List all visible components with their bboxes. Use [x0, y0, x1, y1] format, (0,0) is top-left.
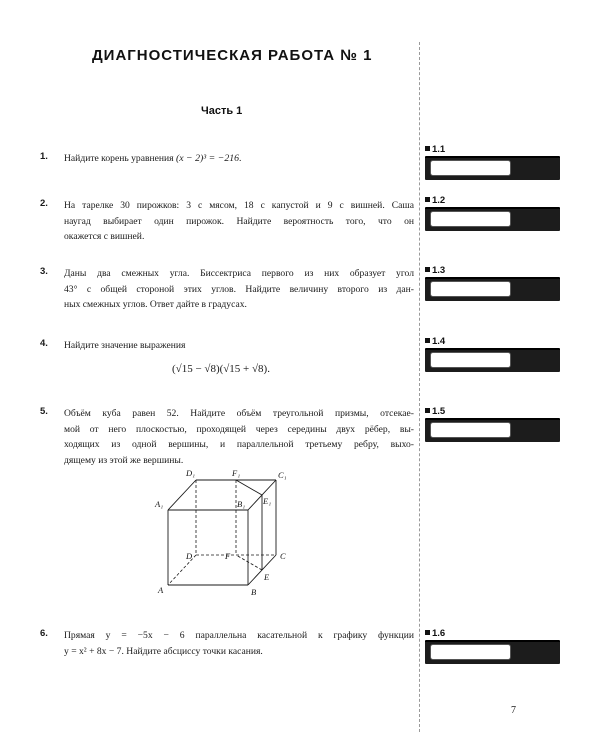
task-text — [64, 628, 414, 659]
answer-bar — [425, 348, 560, 372]
task-line: окажется с вишней. — [64, 231, 145, 242]
square-marker-icon — [425, 338, 430, 343]
task-line: ных смежных углов. Ответ дайте в градусах. — [64, 299, 247, 310]
answer-label: 1.5 — [425, 406, 560, 417]
answer-box-1-4 — [425, 336, 560, 372]
answer-bar — [425, 640, 560, 664]
answer-input[interactable] — [430, 644, 511, 660]
task-text — [64, 151, 414, 167]
task-formula: (√15 − √8)(√15 + √8). — [172, 362, 270, 375]
answer-column-divider — [419, 42, 420, 732]
task-number: 1. — [40, 151, 48, 162]
task-line: На тарелке 30 пирожков: 3 с мясом, 18 с капустой и 9 с вишней. Саша — [64, 200, 414, 211]
task-formula: (x − 2)³ = −216 — [175, 153, 240, 164]
answer-label: 1.2 — [425, 195, 560, 206]
formula-tail: . — [239, 153, 242, 164]
answer-bar — [425, 207, 560, 231]
task-text — [64, 406, 414, 468]
task-number: 3. — [40, 266, 48, 277]
answer-bar — [425, 418, 560, 442]
label-E: E — [264, 572, 270, 582]
task-line: Найдите значение выражения — [64, 340, 186, 351]
label-C1: C₁ — [278, 470, 287, 480]
task-text — [64, 198, 414, 245]
answer-label: 1.1 — [425, 144, 560, 155]
answer-input[interactable] — [430, 160, 511, 176]
answer-bar — [425, 156, 560, 180]
answer-box-1-2 — [425, 195, 560, 231]
task-line: дящему из этой же вершины. — [64, 454, 184, 466]
answer-bar — [425, 277, 560, 301]
label-E1: E₁ — [263, 496, 272, 506]
answer-box-1-6 — [425, 628, 560, 664]
square-marker-icon — [425, 146, 430, 151]
task-line: наугад выбирает один пирожок. Найдите вероятность того, что он — [64, 215, 414, 227]
answer-input[interactable] — [430, 281, 511, 297]
label-D: D — [186, 551, 193, 561]
task-line: Найдите корень уравнения — [64, 153, 176, 164]
square-marker-icon — [425, 630, 430, 635]
task-number: 2. — [40, 198, 48, 209]
answer-box-1-1 — [425, 144, 560, 180]
label-A1: A₁ — [155, 499, 164, 509]
page-number: 7 — [511, 705, 516, 716]
task-line: Объём куба равен 52. Найдите объём треугольной призмы, отсекае- — [64, 408, 414, 419]
answer-box-1-3 — [425, 265, 560, 301]
square-marker-icon — [425, 267, 430, 272]
task-line: мой от него плоскостью, проходящей через середины двух рёбер, вы- — [64, 423, 414, 435]
page-title: ДИАГНОСТИЧЕСКАЯ РАБОТА № 1 — [92, 47, 373, 64]
label-F: F — [225, 551, 231, 561]
task-line: y = x² + 8x − 7. Найдите абсциссу точки касания. — [64, 645, 263, 657]
task-text — [64, 338, 414, 377]
task-line: 43° с общей стороной этих углов. Найдите величину второго из дан- — [64, 283, 414, 295]
task-line: Даны два смежных угла. Биссектриса первого из них образует угол — [64, 268, 414, 279]
answer-box-1-5 — [425, 406, 560, 442]
task-line: Прямая y = −5x − 6 параллельна касательной к графику функции — [64, 630, 414, 641]
label-B1: B₁ — [237, 499, 246, 509]
part-heading: Часть 1 — [201, 105, 243, 117]
cube-diagram — [148, 465, 308, 600]
label-C: C — [280, 551, 286, 561]
section-edge — [236, 480, 262, 495]
answer-label: 1.3 — [425, 265, 560, 276]
task-text — [64, 266, 414, 313]
answer-input[interactable] — [430, 422, 511, 438]
task-number: 5. — [40, 406, 48, 417]
task-number: 6. — [40, 628, 48, 639]
label-F1: F₁ — [232, 468, 241, 478]
answer-input[interactable] — [430, 352, 511, 368]
answer-label: 1.6 — [425, 628, 560, 639]
task-line: ходящих из одной вершины, и параллельной третьему ребру, выхо- — [64, 439, 414, 450]
task-number: 4. — [40, 338, 48, 349]
section-edge — [236, 555, 262, 570]
label-D1: D₁ — [186, 468, 196, 478]
label-A: A — [158, 585, 164, 595]
square-marker-icon — [425, 197, 430, 202]
answer-label: 1.4 — [425, 336, 560, 347]
label-B: B — [251, 587, 257, 597]
answer-input[interactable] — [430, 211, 511, 227]
square-marker-icon — [425, 408, 430, 413]
cube-edge — [168, 480, 196, 510]
